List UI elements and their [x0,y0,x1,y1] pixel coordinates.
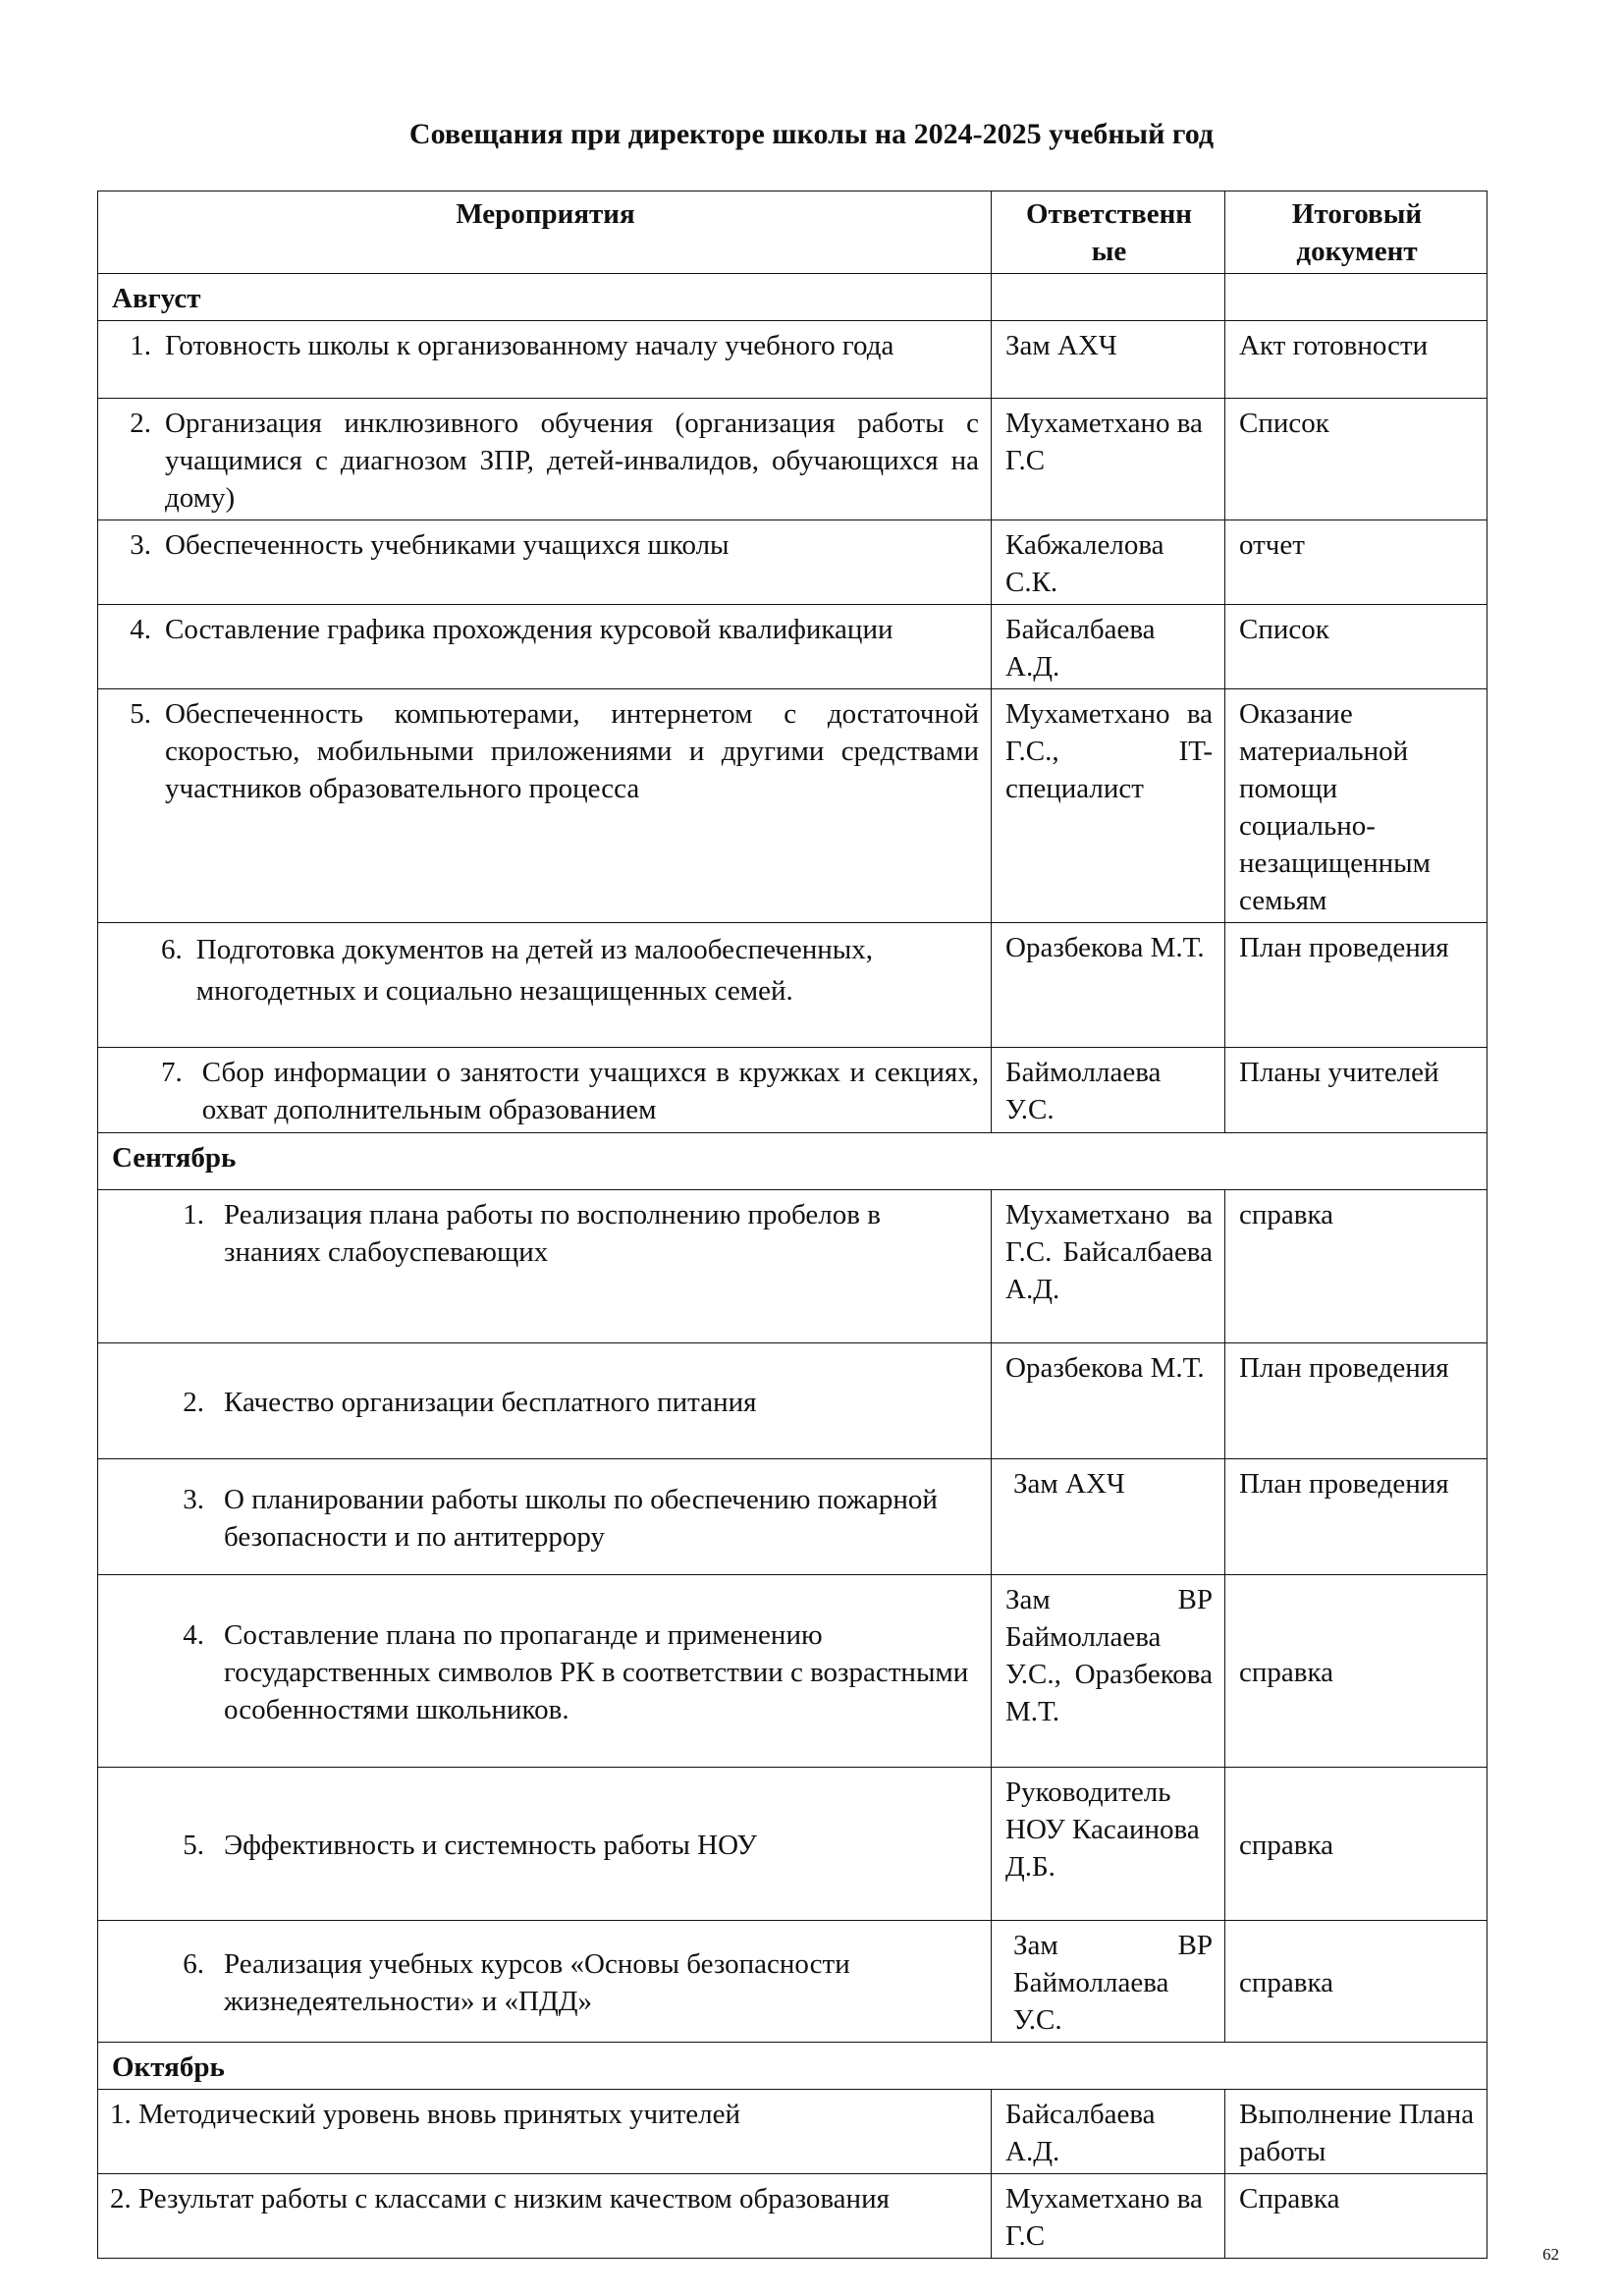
item-number: 6. [183,1948,204,1980]
item-number: 1. [183,1199,204,1230]
header-document: Итоговый документ [1225,191,1488,274]
document-cell: справка [1225,1921,1488,2043]
table-row [98,689,1488,923]
responsible-cell: Кабжалелова С.К. [992,520,1225,605]
table-row [98,1768,1488,1921]
item-number: 1. [130,330,151,361]
responsible-cell: Зам АХЧ [992,1459,1225,1575]
table-row [98,1048,1488,1133]
month-label: Октябрь [98,2043,1488,2090]
responsible-cell: Руководитель НОУ Касаинова Д.Б. [992,1768,1225,1921]
document-cell: Список [1225,605,1488,689]
table-row [98,1190,1488,1343]
responsible-cell: Оразбекова М.Т. [992,923,1225,1048]
item-number: 3. [130,529,151,561]
document-cell: Акт готовности [1225,321,1488,399]
header-events: Мероприятия [98,191,992,274]
responsible-cell: Оразбекова М.Т. [992,1343,1225,1459]
table-header-row [98,191,1488,274]
document-cell: Список [1225,399,1488,520]
item-text: 1. Методический уровень вновь принятых учителей [98,2090,992,2174]
item-text: Сбор информации о занятости учащихся в кружках и секциях, охват дополнительным образованием [201,1057,979,1125]
item-text: Организация инклюзивного обучения (организация работы с учащимися с диагнозом ЗПР, детей-инвалидов, обучающихся на дому) [165,408,979,514]
item-number: 6. [161,934,183,965]
table-row [98,399,1488,520]
item-number: 2. [130,408,151,439]
item-number: 5. [130,698,151,730]
table-row [98,321,1488,399]
table-row [98,1575,1488,1768]
meetings-table [97,191,1488,2259]
month-row [98,2043,1488,2090]
table-row [98,1921,1488,2043]
item-text: Реализация учебных курсов «Основы безопасности жизнедеятельности» и «ПДД» [224,1948,850,2017]
responsible-cell: Мухаметхано ва Г.С [992,399,1225,520]
item-number: 2. [183,1387,204,1418]
month-label: Август [98,274,992,321]
responsible-cell: Байсалбаева А.Д. [992,605,1225,689]
responsible-cell: Зам АХЧ [992,321,1225,399]
table-row [98,1459,1488,1575]
item-text: О планировании работы школы по обеспечению пожарной безопасности и по антитеррору [224,1484,938,1553]
responsible-cell: Баймоллаева У.С. [992,1048,1225,1133]
document-cell: отчет [1225,520,1488,605]
month-row [98,274,1488,321]
responsible-cell: Мухаметхано ва Г.С. Байсалбаева А.Д. [992,1190,1225,1343]
responsible-cell: Зам ВР Баймоллаева У.С., Оразбекова М.Т. [992,1575,1225,1768]
item-text: Реализация плана работы по восполнению пробелов в знаниях слабоуспевающих [224,1199,881,1268]
table-row [98,923,1488,1048]
document-cell: Планы учителей [1225,1048,1488,1133]
header-responsible: Ответственн ые [992,191,1225,274]
table-row [98,2090,1488,2174]
item-number: 7. [161,1057,183,1088]
document-cell: План проведения [1225,1459,1488,1575]
responsible-cell: Мухаметхано ва Г.С., IT-специалист [992,689,1225,923]
responsible-cell: Мухаметхано ва Г.С [992,2174,1225,2259]
table-row [98,2174,1488,2259]
item-text: Подготовка документов на детей из малообеспеченных, многодетных и социально незащищенных семей. [195,934,873,1007]
document-cell: справка [1225,1190,1488,1343]
item-number: 4. [183,1619,204,1651]
item-text: Качество организации бесплатного питания [224,1387,757,1418]
item-number: 4. [130,614,151,645]
item-text: Готовность школы к организованному началу учебного года [165,330,894,361]
item-text: 2. Результат работы с классами с низким качеством образования [98,2174,992,2259]
page-number: 62 [1542,2245,1559,2264]
document-cell: справка [1225,1575,1488,1768]
document-cell: План проведения [1225,923,1488,1048]
page-title: Совещания при директоре школы на 2024-2025 учебный год [408,118,1215,150]
item-text: Обеспеченность учебниками учащихся школы [165,529,730,561]
item-number: 5. [183,1830,204,1861]
item-text: Составление графика прохождения курсовой квалификации [165,614,893,645]
table-row [98,1343,1488,1459]
item-text: Обеспеченность компьютерами, интернетом с достаточной скоростью, мобильными приложениями и другими средствами участников образовательного процесса [165,698,979,804]
item-text: Эффективность и системность работы НОУ [224,1830,757,1861]
document-cell: Оказание материальной помощи социально-незащищенным семьям [1225,689,1488,923]
document-cell: План проведения [1225,1343,1488,1459]
document-cell: справка [1225,1768,1488,1921]
month-row [98,1133,1488,1190]
responsible-cell: Байсалбаева А.Д. [992,2090,1225,2174]
document-cell: Справка [1225,2174,1488,2259]
table-row [98,605,1488,689]
document-cell: Выполнение Плана работы [1225,2090,1488,2174]
table-row [98,520,1488,605]
item-text: Составление плана по пропаганде и применению государственных символов РК в соответствии с возрастными особенностями школьников. [224,1619,969,1725]
responsible-cell: Зам ВР Баймоллаева У.С. [992,1921,1225,2043]
item-number: 3. [183,1484,204,1515]
month-label: Сентябрь [98,1133,1488,1190]
